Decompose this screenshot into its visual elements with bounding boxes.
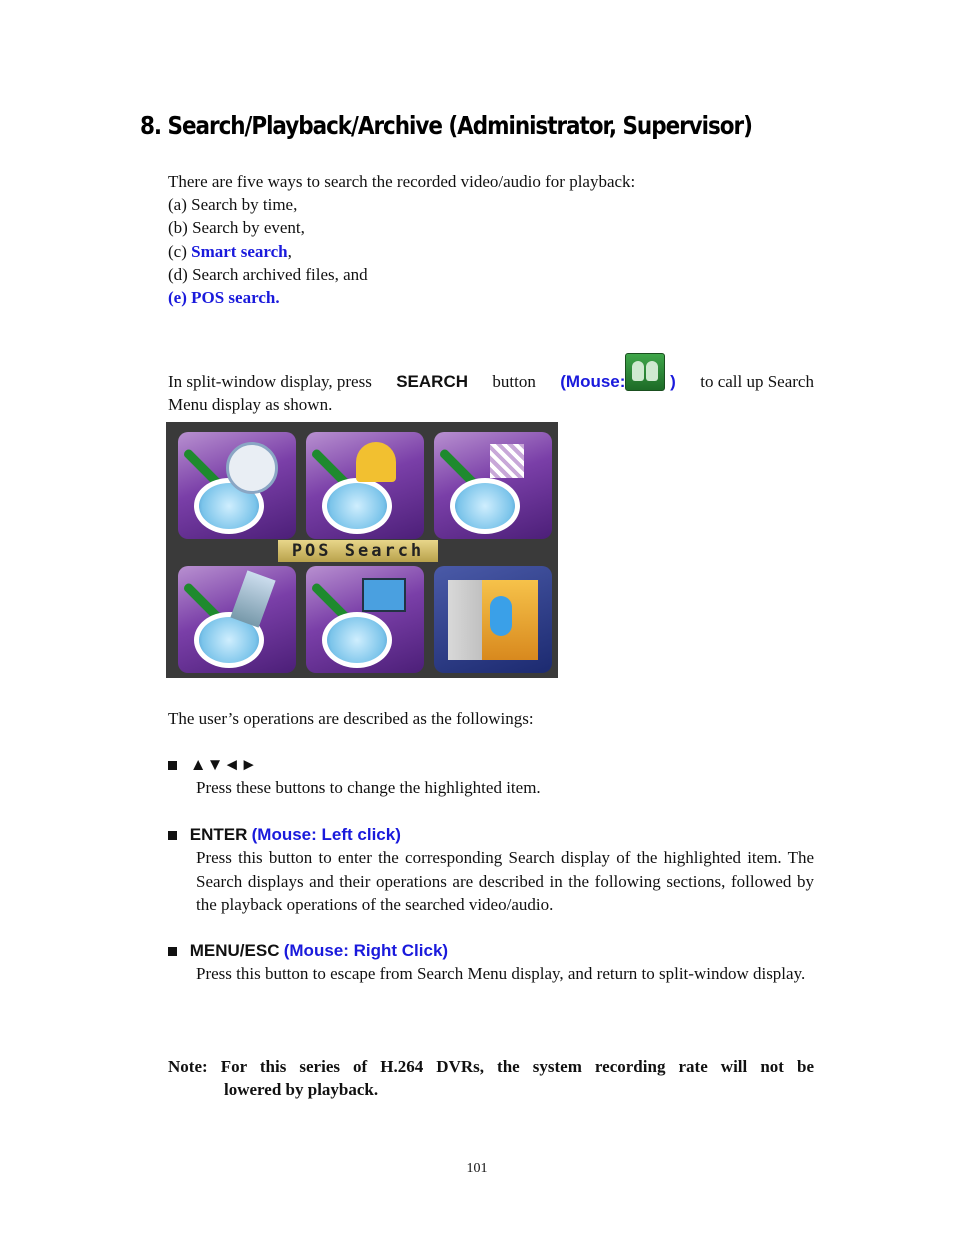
list-item: (b) Search by event, — [168, 218, 305, 238]
search-menu-screenshot — [166, 422, 558, 678]
list-item: (c) Smart search, — [168, 241, 292, 261]
note: Note: For this series of H.264 DVRs, the system recording rate will not be lowered by playback. — [168, 1057, 814, 1100]
press-search-paragraph: In split-window display, press SEARCH button (Mouse: ) to call up Search Menu display as shown. — [168, 353, 814, 417]
menu-esc-key: MENU/ESC — [189, 941, 280, 960]
exit-icon — [434, 566, 552, 673]
list-item: (e) POS search. — [168, 288, 280, 308]
search-key: SEARCH — [396, 372, 469, 391]
bullet-icon — [168, 761, 177, 770]
list-item: (d) Search archived files, and — [168, 264, 368, 284]
arrow-keys: ▲▼◄► — [189, 755, 258, 774]
page-title: 8. Search/Playback/Archive (Administrator, Supervisor) — [140, 111, 752, 140]
search-by-time-icon — [178, 432, 296, 539]
search-by-event-icon — [306, 432, 424, 539]
operation-enter: ENTER (Mouse: Left click) Press this button to enter the corresponding Search display of the highlighted item. The Search displays and their operations are described in the following sections, followed by the playback operations of the searched video/audio. — [168, 823, 814, 916]
ways-list — [168, 193, 368, 309]
bullet-icon — [168, 831, 177, 840]
enter-key: ENTER — [189, 825, 248, 844]
smart-search-link[interactable]: Smart search — [191, 241, 288, 261]
archived-files-icon — [178, 566, 296, 673]
operations-intro: The user’s operations are described as the followings: — [168, 709, 534, 728]
page-number: 101 — [466, 1161, 488, 1176]
search-menu-banner: POS Search — [278, 540, 438, 562]
list-item: (a) Search by time, — [168, 195, 298, 214]
pos-search-link[interactable]: POS search. — [191, 288, 280, 308]
operation-menu-esc: MENU/ESC (Mouse: Right Click) Press this button to escape from Search Menu display, and return to split-window display. — [168, 939, 814, 986]
smart-search-icon — [434, 432, 552, 539]
search-menu-button-icon[interactable] — [625, 353, 665, 391]
operation-arrows: ▲▼◄► Press these buttons to change the highlighted item. — [168, 753, 814, 800]
pos-search-icon — [306, 566, 424, 673]
intro-text: There are five ways to search the recorded video/audio for playback: — [168, 172, 636, 191]
bullet-icon — [168, 947, 177, 956]
